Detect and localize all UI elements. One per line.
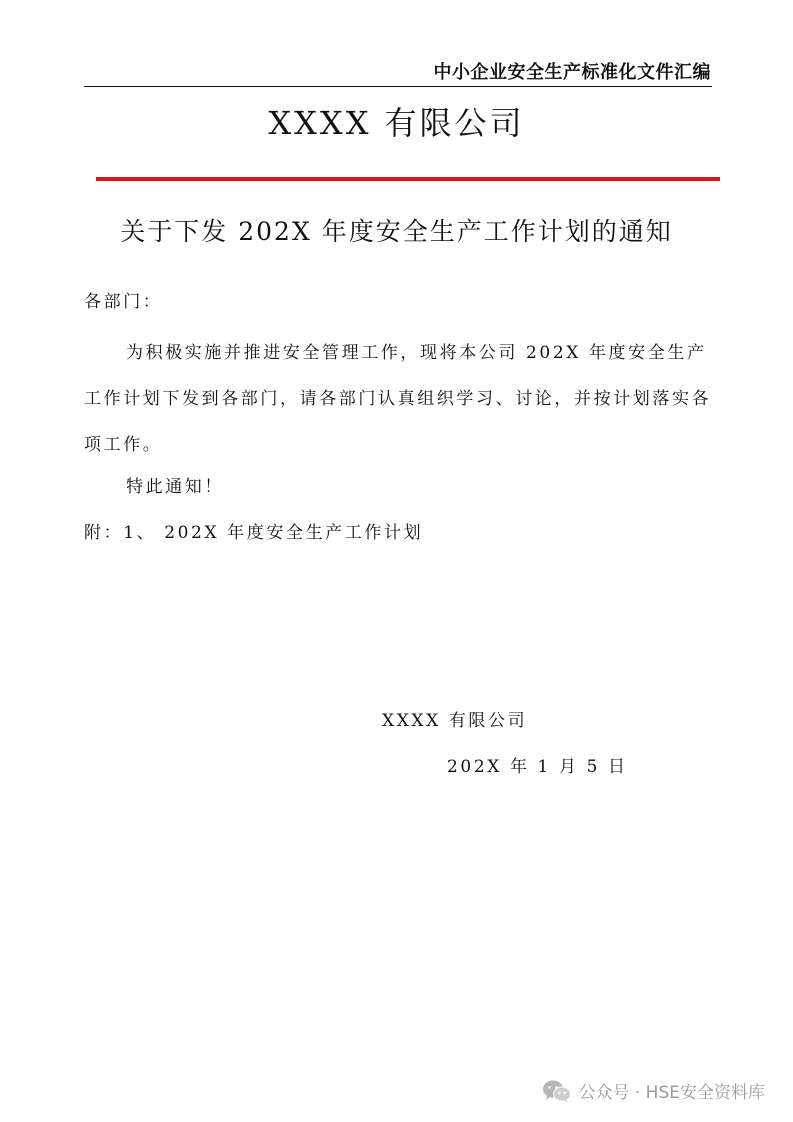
wechat-icon [542,1079,572,1103]
series-title: 中小企业安全生产标准化文件汇编 [433,62,711,83]
closing-line: 特此通知！ [126,477,224,497]
watermark [542,1078,765,1103]
letterhead-company-name: XXXX 有限公司 [268,104,525,142]
notice-title: 关于下发 202X 年度安全生产工作计划的通知 [120,217,673,246]
watermark-text: 公众号 · HSE安全资料库 [578,1083,765,1103]
signature-company: XXXX 有限公司 [382,711,528,731]
signature-date: 202X 年 1 月 5 日 [447,757,628,777]
header-divider [84,86,712,87]
attachment-line: 附：1、 202X 年度安全生产工作计划 [84,523,424,543]
letterhead-red-rule [96,177,720,181]
notice-paragraph: 为积极实施并推进安全管理工作，现将本公司 202X 年度安全生产工作计划下发到各部门，请各部门认真组织学习、讨论，并按计划落实各项工作。 [84,343,712,455]
salutation: 各部门： [84,292,163,312]
